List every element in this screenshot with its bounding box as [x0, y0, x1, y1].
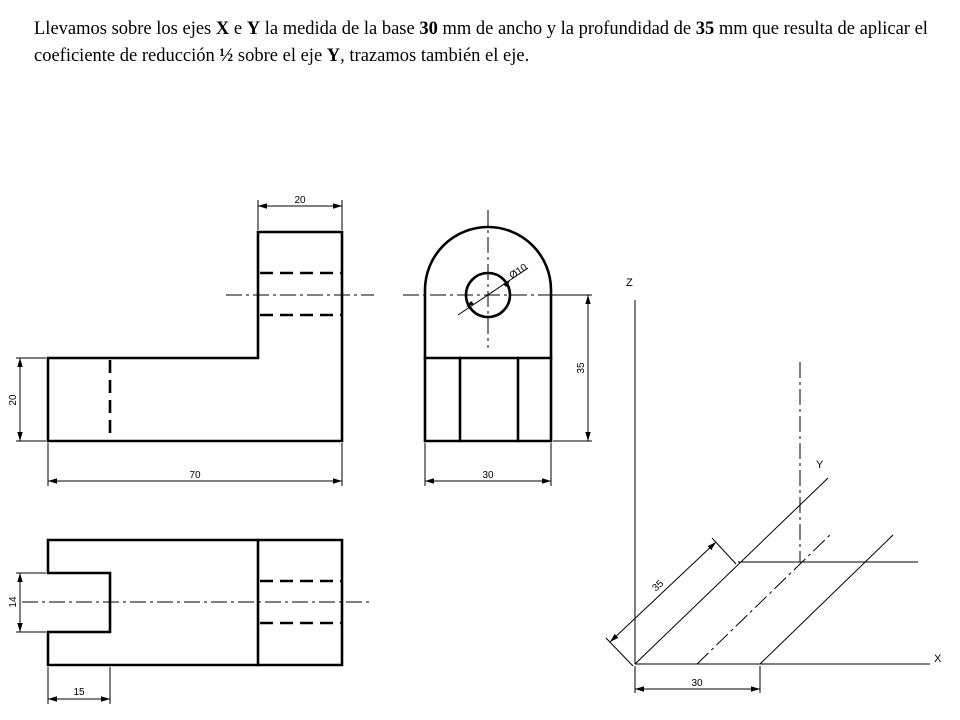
- construction-axis: [697, 533, 832, 664]
- y-axis-label: Y: [816, 459, 824, 471]
- construction-line: [760, 535, 893, 664]
- axonometric-construction: [606, 277, 942, 693]
- dim-label-bottom-70: 70: [189, 470, 201, 481]
- front-view: [8, 195, 374, 486]
- axes-dim-label-30: 30: [691, 678, 703, 689]
- z-axis-label: Z: [626, 277, 633, 289]
- front-outline: [48, 232, 342, 441]
- side-view: [403, 210, 592, 486]
- caption-text: Llevamos sobre los ejes X e Y la medida de la base 30 mm de ancho y la profundidad de 35 mm que resulta de aplicar el coeficiente de reducción ½ sobre el eje Y, trazamos también el eje.: [34, 19, 928, 66]
- axes-dim-label-35: 35: [650, 578, 667, 594]
- dim-label-bottom-30: 30: [482, 470, 494, 481]
- dim-label-left-20: 20: [8, 394, 19, 406]
- top-view: [8, 540, 370, 704]
- dim-line: [610, 542, 716, 642]
- dim-label-hole: Ø10: [507, 262, 530, 282]
- dim-label-top-20: 20: [294, 195, 306, 206]
- dim-label-bottom-15: 15: [73, 687, 85, 698]
- dim-label-right-35: 35: [576, 362, 587, 374]
- dim-label-left-14: 14: [8, 596, 19, 608]
- y-axis: [635, 478, 828, 664]
- x-axis-label: X: [934, 653, 942, 665]
